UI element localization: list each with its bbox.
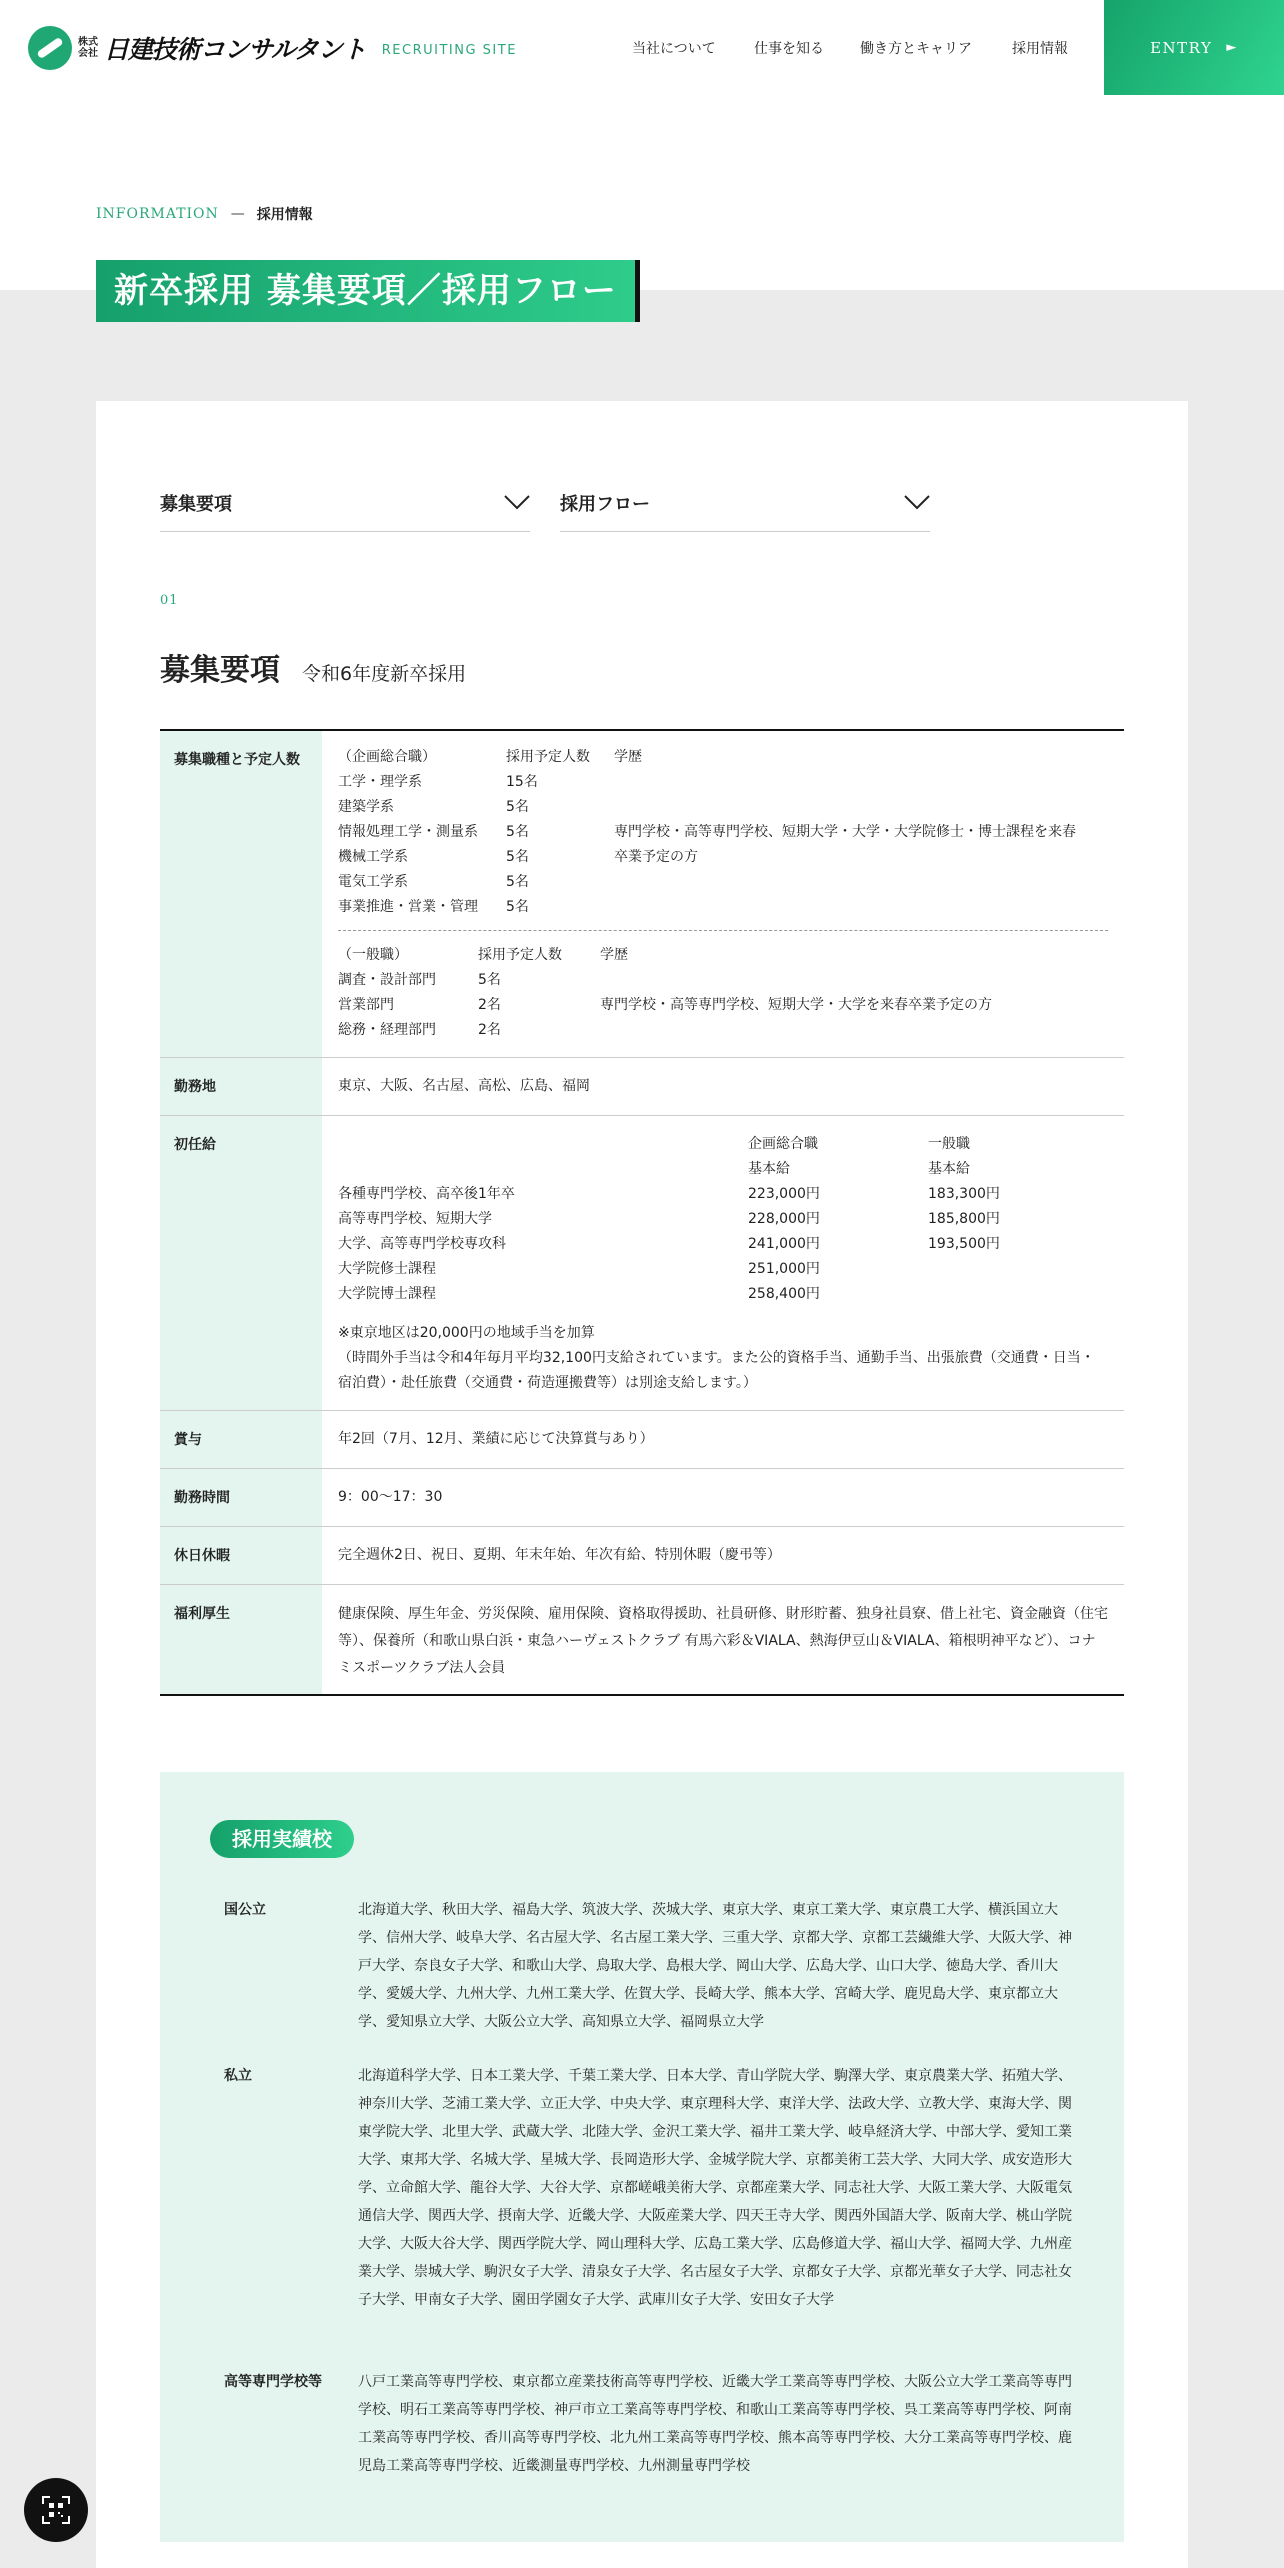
table-row <box>160 730 1124 1058</box>
group-header: （企画総合職） <box>338 749 436 765</box>
salary-row-label: 高等専門学校、短期大学 <box>338 1211 492 1227</box>
section-heading <box>160 645 466 689</box>
salary-value: 223,000円 <box>748 1186 820 1202</box>
dashed-divider <box>338 930 1108 931</box>
nav-recruit[interactable]: 採用情報 <box>1012 41 1068 57</box>
row-label: 福利厚生 <box>160 1585 322 1696</box>
logo-mark-icon <box>28 26 72 70</box>
table-row <box>160 1058 1124 1116</box>
spacer <box>614 795 1094 820</box>
hours-value: 9：00〜17：30 <box>322 1469 1124 1527</box>
logo-recruiting-label: RECRUITING SITE <box>381 42 517 58</box>
row-label: 賞与 <box>160 1411 322 1469</box>
salary-value <box>928 1257 1108 1282</box>
position-name: 情報処理工学・測量系 <box>338 824 478 840</box>
position-name: 事業推進・営業・管理 <box>338 899 478 915</box>
qr-code-icon <box>42 2496 70 2524</box>
position-count: 2名 <box>478 997 501 1013</box>
salary-value: 185,800円 <box>928 1211 1000 1227</box>
position-name: 電気工学系 <box>338 874 408 890</box>
tab-requirements-dropdown[interactable] <box>160 490 530 532</box>
position-name: 建築学系 <box>338 799 394 815</box>
position-count: 5名 <box>506 874 529 890</box>
row-label: 勤務時間 <box>160 1469 322 1527</box>
salary-row-label: 大学、高等専門学校専攻科 <box>338 1236 506 1252</box>
position-count: 5名 <box>506 824 529 840</box>
schools-national-list: 北海道大学、秋田大学、福島大学、筑波大学、茨城大学、東京大学、東京工業大学、東京農工大学、横浜国立大学、信州大学、岐阜大学、名古屋大学、名古屋工業大学、三重大学、京都大学、京都工芸繊維大学、大阪大学、神戸大学、奈良女子大学、和歌山大学、鳥取大学、島根大学、岡山大学、広島大学、山口大学、徳島大学、香川大学、愛媛大学、九州大学、九州工業大学、佐賀大学、長崎大学、熊本大学、宮崎大学、鹿児島大学、東京都立大学、愛知県立大学、大阪公立大学、高知県立大学、福岡県立大学 <box>358 1902 1072 2030</box>
entry-label: ENTRY <box>1150 38 1213 57</box>
salary-value: 241,000円 <box>748 1236 820 1252</box>
education-requirement: 専門学校・高等専門学校、短期大学・大学・大学院修士・博士課程を来春卒業予定の方 <box>614 824 1076 865</box>
salary-value: 258,400円 <box>748 1286 820 1302</box>
page-title: 新卒採用 募集要項／採用フロー <box>96 260 640 322</box>
group-header: 採用予定人数 <box>478 947 562 963</box>
schools-panel <box>160 1772 1124 2542</box>
salary-row-label: 大学院博士課程 <box>338 1286 436 1302</box>
section-subtitle: 令和6年度新卒採用 <box>302 663 467 685</box>
table-row <box>160 1469 1124 1527</box>
positions-group1 <box>338 745 1108 920</box>
schools-national-label: 国公立 <box>224 1902 266 1918</box>
breadcrumb <box>96 204 313 224</box>
table-row <box>160 1116 1124 1411</box>
schools-private <box>224 2062 1084 2314</box>
group-header: 学歴 <box>600 947 628 963</box>
entry-button[interactable] <box>1104 0 1284 95</box>
arrow-right-icon: ► <box>1226 40 1238 55</box>
salary-sub-header: 基本給 <box>928 1161 970 1177</box>
row-label: 勤務地 <box>160 1058 322 1116</box>
schools-national <box>224 1896 1084 2036</box>
qr-scan-button[interactable] <box>24 2478 88 2542</box>
logo-company-type: 株式会社 <box>78 37 98 59</box>
salary-note-1: ※東京地区は20,000円の地域手当を加算 <box>338 1325 595 1341</box>
schools-badge: 採用実績校 <box>210 1820 354 1858</box>
row-label: 募集職種と予定人数 <box>160 730 322 1058</box>
tab-flow-label: 採用フロー <box>560 494 650 515</box>
position-count: 5名 <box>506 849 529 865</box>
logo-company-name: 日建技術コンサルタント <box>104 35 366 64</box>
position-name: 工学・理学系 <box>338 774 422 790</box>
spacer <box>614 895 1094 920</box>
site-header <box>0 0 1284 95</box>
schools-tech-list: 八戸工業高等専門学校、東京都立産業技術高等専門学校、近畿大学工業高等専門学校、大阪公立大学工業高等専門学校、明石工業高等専門学校、神戸市立工業高等専門学校、和歌山工業高等専門学校、呉工業高等専門学校、阿南工業高等専門学校、香川高等専門学校、北九州工業高等専門学校、熊本高等専門学校、大分工業高等専門学校、鹿児島工業高等専門学校、近畿測量専門学校、九州測量専門学校 <box>358 2374 1072 2474</box>
education-requirement: 専門学校・高等専門学校、短期大学・大学を来春卒業予定の方 <box>600 997 992 1013</box>
salary-col-header: 一般職 <box>928 1136 970 1152</box>
salary-value: 228,000円 <box>748 1211 820 1227</box>
salary-value: 193,500円 <box>928 1236 1000 1252</box>
spacer <box>600 1018 1080 1043</box>
schools-private-label: 私立 <box>224 2068 252 2084</box>
welfare-value: 健康保険、厚生年金、労災保険、雇用保険、資格取得援助、社員研修、財形貯蓄、独身社員寮、借上社宅、資金融資（住宅等）、保養所（和歌山県白浜・東急ハーヴェストクラブ 有馬六彩＆VIALA、熱海伊豆山＆VIALA、箱根明神平など）、コナミスポーツクラブ法人会員 <box>338 1606 1108 1676</box>
position-count: 5名 <box>478 972 501 988</box>
group-header: 学歴 <box>614 749 642 765</box>
schools-tech-label: 高等専門学校等 <box>224 2374 322 2390</box>
salary-value: 251,000円 <box>748 1261 820 1277</box>
positions-group2 <box>338 943 1108 1043</box>
salary-sub-header: 基本給 <box>748 1161 790 1177</box>
schools-private-list: 北海道科学大学、日本工業大学、千葉工業大学、日本大学、青山学院大学、駒澤大学、東京農業大学、拓殖大学、神奈川大学、芝浦工業大学、立正大学、中央大学、東京理科大学、東洋大学、法政大学、立教大学、東海大学、関東学院大学、北里大学、武蔵大学、北陸大学、金沢工業大学、福井工業大学、岐阜経済大学、中部大学、愛知工業大学、東邦大学、名城大学、星城大学、長岡造形大学、金城学院大学、京都美術工芸大学、大同大学、成安造形大学、立命館大学、龍谷大学、大谷大学、京都嵯峨美術大学、京都産業大学、同志社大学、大阪工業大学、大阪電気通信大学、関西大学、摂南大学、近畿大学、大阪産業大学、四天王寺大学、関西外国語大学、阪南大学、桃山学院大学、大阪大谷大学、関西学院大学、岡山理科大学、広島工業大学、広島修道大学、福山大学、福岡大学、九州産業大学、崇城大学、駒沢女子大学、清泉女子大学、名古屋女子大学、京都女子大学、京都光華女子大学、同志社女子大学、甲南女子大学、園田学園女子大学、武庫川女子大学、安田女子大学 <box>358 2068 1072 2308</box>
position-name: 機械工学系 <box>338 849 408 865</box>
position-count: 15名 <box>506 774 538 790</box>
spacer <box>614 770 1094 795</box>
position-name: 総務・経理部門 <box>338 1022 436 1038</box>
position-count: 5名 <box>506 799 529 815</box>
chevron-down-icon <box>904 494 930 510</box>
group-header: 採用予定人数 <box>506 749 590 765</box>
salary-cell <box>322 1116 1124 1411</box>
position-count: 2名 <box>478 1022 501 1038</box>
nav-career[interactable]: 働き方とキャリア <box>860 41 972 57</box>
positions-cell <box>322 730 1124 1058</box>
spacer <box>338 1157 748 1182</box>
salary-col-header: 企画総合職 <box>748 1136 818 1152</box>
salary-value: 183,300円 <box>928 1186 1000 1202</box>
row-label: 休日休暇 <box>160 1527 322 1585</box>
salary-grid <box>338 1132 1108 1307</box>
salary-value <box>928 1282 1108 1307</box>
section-number: 01 <box>160 593 179 608</box>
row-label: 初任給 <box>160 1116 322 1411</box>
table-row <box>160 1585 1124 1696</box>
schools-tech <box>224 2368 1084 2480</box>
tab-requirements-label: 募集要項 <box>160 494 232 515</box>
breadcrumb-section[interactable]: INFORMATION <box>96 206 219 222</box>
salary-row-label: 大学院修士課程 <box>338 1261 436 1277</box>
salary-note-2: （時間外手当は令和4年毎月平均32,100円支給されています。また公的資格手当、通勤手当、出張旅費（交通費・日当・宿泊費）・赴任旅費（交通費・荷造運搬費等）は別途支給します。） <box>338 1350 1095 1391</box>
section-title: 募集要項 <box>160 653 280 688</box>
table-row <box>160 1527 1124 1585</box>
position-name: 営業部門 <box>338 997 394 1013</box>
nav-work[interactable]: 仕事を知る <box>754 41 824 57</box>
location-value: 東京、大阪、名古屋、高松、広島、福岡 <box>322 1058 1124 1116</box>
tab-flow-dropdown[interactable] <box>560 490 930 532</box>
holidays-value: 完全週休2日、祝日、夏期、年末年始、年次有給、特別休暇（慶弔等） <box>322 1527 1124 1585</box>
nav-about[interactable]: 当社について <box>632 41 716 57</box>
breadcrumb-separator: — <box>230 206 245 222</box>
salary-row-label: 各種専門学校、高卒後1年卒 <box>338 1186 515 1202</box>
position-name: 調査・設計部門 <box>338 972 436 988</box>
group-header: （一般職） <box>338 947 408 963</box>
chevron-down-icon <box>504 494 530 510</box>
site-logo[interactable] <box>28 26 517 70</box>
position-count: 5名 <box>506 899 529 915</box>
spacer <box>338 1132 748 1157</box>
breadcrumb-current: 採用情報 <box>256 207 313 223</box>
bonus-value: 年2回（7月、12月、業績に応じて決算賞与あり） <box>322 1411 1124 1469</box>
requirements-table <box>160 729 1124 1696</box>
spacer <box>614 870 1094 895</box>
spacer <box>600 968 1080 993</box>
table-row <box>160 1411 1124 1469</box>
